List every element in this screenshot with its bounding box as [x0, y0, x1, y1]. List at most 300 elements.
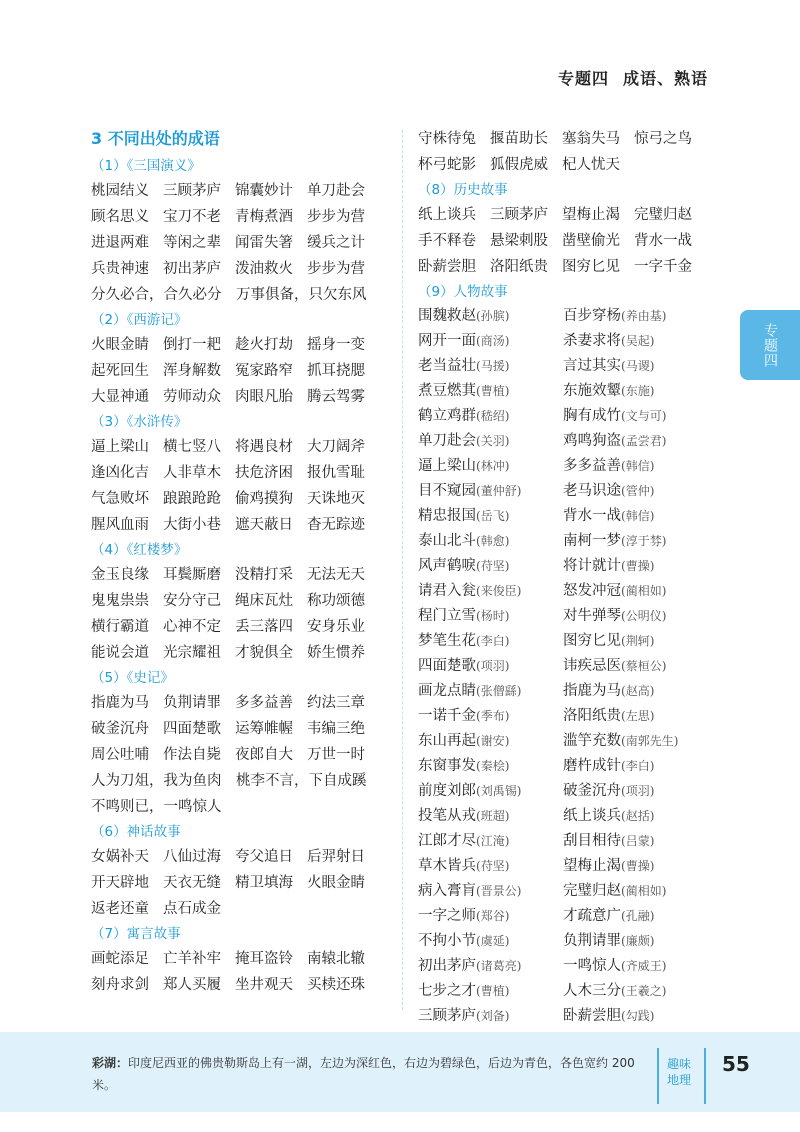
idiom: 约法三章	[307, 695, 365, 711]
idiom: 大刀阔斧	[307, 439, 365, 455]
person-idiom-row	[418, 954, 718, 979]
person-idiom	[418, 354, 563, 379]
person-name: (来俊臣)	[476, 584, 522, 598]
person-idiom	[418, 629, 563, 654]
person-name: (曹操)	[621, 559, 655, 573]
person-idiom-row	[418, 979, 718, 1004]
idiom: 锦囊妙计	[235, 183, 293, 199]
person-name: (韩愈)	[476, 534, 510, 548]
person-name: (谢安)	[476, 734, 510, 748]
idiom: 围魏救赵	[418, 308, 476, 324]
idiom: 绳床瓦灶	[235, 593, 293, 609]
idiom: 返老还童	[91, 901, 149, 917]
person-idiom	[563, 679, 708, 704]
person-name-text: 嵇绍	[480, 409, 505, 423]
person-idiom	[563, 1004, 708, 1029]
footer-tag: 趣味地理	[666, 1057, 691, 1087]
idiom: 单刀赴会	[307, 183, 365, 199]
idiom: 初出茅庐	[163, 261, 221, 277]
person-name-text: 赵高	[625, 684, 650, 698]
person-name: (孔融)	[621, 909, 655, 923]
idiom: 多多益善	[563, 458, 621, 474]
topic-label: 成语、熟语	[622, 69, 708, 88]
person-idiom	[563, 904, 708, 929]
person-name: (江淹)	[476, 834, 510, 848]
idiom: 完璧归赵	[563, 883, 621, 899]
group-title: （2）《西游记》	[91, 312, 188, 328]
idiom: 火眼金睛	[91, 337, 149, 353]
idiom: 卧薪尝胆	[418, 259, 476, 275]
idiom: 买椟还珠	[307, 977, 365, 993]
idiom: 心神不定	[163, 619, 221, 635]
idiom-row	[91, 640, 391, 666]
idiom: 丢三落四	[235, 619, 293, 635]
idiom: 趁火打劫	[235, 337, 293, 353]
person-name: (王羲之)	[621, 984, 667, 998]
idiom: 宝刀不老	[163, 209, 221, 225]
idiom: 破釜沉舟	[563, 783, 621, 799]
person-idiom	[418, 429, 563, 454]
person-name-text: 蔺相如	[625, 884, 662, 898]
idiom: 一字千金	[634, 259, 692, 275]
idiom-row	[91, 230, 391, 256]
idiom: 三顾茅庐	[418, 1008, 476, 1024]
person-name: (公明仪)	[621, 609, 667, 623]
person-idiom-row	[418, 1004, 718, 1029]
idiom: 报仇雪耻	[307, 465, 365, 481]
idiom: 守株待兔	[418, 131, 476, 147]
idiom: 四面楚歌	[163, 721, 221, 737]
idiom: 天诛地灭	[307, 491, 365, 507]
person-name-text: 齐威王	[625, 959, 662, 973]
person-idiom-row	[418, 354, 718, 379]
person-idiom	[563, 729, 708, 754]
idiom: 完璧归赵	[634, 207, 692, 223]
person-idiom-row	[418, 679, 718, 704]
person-name-text: 江淹	[480, 834, 505, 848]
person-idiom	[418, 379, 563, 404]
idiom: 才貌俱全	[235, 645, 293, 661]
idiom: 七步之才	[418, 983, 476, 999]
idiom: 韦编三绝	[307, 721, 365, 737]
person-name: (文与可)	[621, 409, 667, 423]
idiom: 天衣无缝	[163, 875, 221, 891]
person-name-text: 项羽	[480, 659, 505, 673]
idiom: 能说会道	[91, 645, 149, 661]
person-idiom-row	[418, 704, 718, 729]
idiom: 人非草木	[163, 465, 221, 481]
person-name-text: 赵括	[625, 809, 650, 823]
person-idiom	[563, 754, 708, 779]
idiom: 东山再起	[418, 733, 476, 749]
idiom-row	[91, 512, 391, 538]
idiom: 胸有成竹	[563, 408, 621, 424]
person-idiom-row	[418, 429, 718, 454]
person-idiom-row	[418, 804, 718, 829]
idiom-row	[91, 690, 391, 716]
idiom: 老马识途	[563, 483, 621, 499]
idiom: 梦笔生花	[418, 633, 476, 649]
person-name-text: 关羽	[480, 434, 505, 448]
person-name: (养由基)	[621, 309, 667, 323]
person-name-text: 苻坚	[480, 559, 505, 573]
person-idiom-row	[418, 529, 718, 554]
idiom-row	[418, 202, 718, 228]
person-name: (淳于棼)	[621, 534, 667, 548]
idiom: 讳疾忌医	[563, 658, 621, 674]
section-title: 3 不同出处的成语	[91, 129, 220, 148]
idiom: 腾云驾雾	[307, 389, 365, 405]
idiom: 耳鬓厮磨	[163, 567, 221, 583]
idiom: 东施效颦	[563, 383, 621, 399]
person-idiom-row	[418, 479, 718, 504]
person-name: (班超)	[476, 809, 510, 823]
idiom: 指鹿为马	[91, 695, 149, 711]
person-name: (吴起)	[621, 334, 655, 348]
person-name-text: 晋景公	[480, 884, 517, 898]
person-name: (曹植)	[476, 384, 510, 398]
idiom: 八仙过海	[163, 849, 221, 865]
idiom: 周公吐哺	[91, 747, 149, 763]
idiom: 掩耳盗铃	[235, 951, 293, 967]
idiom: 横七竖八	[163, 439, 221, 455]
person-name-text: 秦桧	[480, 759, 505, 773]
idiom: 火眼金睛	[307, 875, 365, 891]
person-name-text: 管仲	[625, 484, 650, 498]
person-name-text: 李白	[480, 634, 505, 648]
group-title: （8）历史故事	[418, 182, 508, 198]
idiom-row	[91, 256, 391, 282]
idiom-row	[91, 896, 391, 922]
idiom: 兵贵神速	[91, 261, 149, 277]
idiom: 娇生惯养	[307, 645, 365, 661]
idiom: 望梅止渴	[562, 207, 620, 223]
person-name: (李白)	[621, 759, 655, 773]
person-name-text: 杨时	[480, 609, 505, 623]
group-title: （7）寓言故事	[91, 926, 181, 942]
person-name: (蔺相如)	[621, 584, 667, 598]
idiom: 前度刘郎	[418, 783, 476, 799]
idiom: 悬梁刺股	[490, 233, 548, 249]
person-name-text: 蔺相如	[625, 584, 662, 598]
idiom: 偷鸡摸狗	[235, 491, 293, 507]
person-idiom	[418, 854, 563, 879]
person-name: (苻坚)	[476, 559, 510, 573]
person-idiom	[563, 604, 708, 629]
idiom: 冤家路窄	[235, 363, 293, 379]
idiom: 洛阳纸贵	[563, 708, 621, 724]
person-name: (东施)	[621, 384, 655, 398]
idiom: 光宗耀祖	[163, 645, 221, 661]
idiom: 凿壁偷光	[562, 233, 620, 249]
idiom: 将计就计	[563, 558, 621, 574]
idiom: 多多益善	[235, 695, 293, 711]
person-name-text: 左思	[625, 709, 650, 723]
person-name: (岳飞)	[476, 509, 510, 523]
person-name: (郑谷)	[476, 909, 510, 923]
left-column	[91, 124, 391, 998]
person-name: (韩信)	[621, 459, 655, 473]
group-title: （6）神话故事	[91, 824, 181, 840]
idiom: 滥竽充数	[563, 733, 621, 749]
idiom: 大显神通	[91, 389, 149, 405]
person-idiom	[418, 529, 563, 554]
idiom-row	[418, 228, 718, 254]
idiom: 目不窥园	[418, 483, 476, 499]
idiom: 一诺千金	[418, 708, 476, 724]
idiom-row	[91, 614, 391, 640]
person-name-text: 王羲之	[625, 984, 662, 998]
person-name-text: 刘禹锡	[480, 784, 517, 798]
idiom: 卧薪尝胆	[563, 1008, 621, 1024]
idiom: 顾名思义	[91, 209, 149, 225]
idiom: 抓耳挠腮	[307, 363, 365, 379]
person-idiom	[418, 604, 563, 629]
person-name-text: 公明仪	[625, 609, 662, 623]
footer-bar	[0, 1032, 800, 1112]
idiom: 南柯一梦	[563, 533, 621, 549]
person-idiom-row	[418, 754, 718, 779]
person-name: (马援)	[476, 359, 510, 373]
idiom: 图穷匕见	[562, 259, 620, 275]
idiom: 劳师动众	[163, 389, 221, 405]
person-name: (孙膑)	[476, 309, 510, 323]
idiom: 扶危济困	[235, 465, 293, 481]
person-idiom-row	[418, 304, 718, 329]
idiom-row	[418, 126, 718, 152]
page-header	[558, 66, 708, 89]
person-name: (项羽)	[476, 659, 510, 673]
person-idiom	[418, 829, 563, 854]
idiom: 等闲之辈	[163, 235, 221, 251]
person-idiom-row	[418, 379, 718, 404]
idiom-row	[91, 742, 391, 768]
idiom: 不拘小节	[418, 933, 476, 949]
idiom: 缓兵之计	[307, 235, 365, 251]
idiom: 后羿射日	[307, 849, 365, 865]
idiom: 遮天蔽日	[235, 517, 293, 533]
idiom: 逼上梁山	[91, 439, 149, 455]
idiom-line: 人为刀俎，我为鱼肉 桃李不言，下自成蹊	[91, 773, 367, 789]
person-idiom	[563, 579, 708, 604]
person-name-text: 岳飞	[480, 509, 505, 523]
person-idiom	[418, 904, 563, 929]
chapter-side-tab: 专题四	[740, 310, 800, 380]
person-name: (南郭先生)	[621, 734, 679, 748]
idiom-row	[91, 562, 391, 588]
idiom: 投笔从戎	[418, 808, 476, 824]
idiom: 称功颂德	[307, 593, 365, 609]
footer-divider-left	[657, 1048, 659, 1104]
person-name: (赵高)	[621, 684, 655, 698]
idiom: 万世一时	[307, 747, 365, 763]
idiom: 对牛弹琴	[563, 608, 621, 624]
idiom: 单刀赴会	[418, 433, 476, 449]
person-name-text: 荆轲	[625, 634, 650, 648]
group-title: （5）《史记》	[91, 670, 174, 686]
person-name-text: 养由基	[625, 309, 662, 323]
idiom-row	[418, 152, 718, 178]
person-name: (虞延)	[476, 934, 510, 948]
idiom: 一字之师	[418, 908, 476, 924]
idiom-row	[91, 332, 391, 358]
idiom: 步步为营	[307, 261, 365, 277]
idiom: 杞人忧天	[562, 157, 620, 173]
person-name-text: 林冲	[480, 459, 505, 473]
idiom: 南辕北辙	[307, 951, 365, 967]
right-column	[418, 124, 718, 1029]
person-idiom	[563, 879, 708, 904]
person-name: (项羽)	[621, 784, 655, 798]
person-idiom-row	[418, 929, 718, 954]
idiom: 指鹿为马	[563, 683, 621, 699]
idiom: 逢凶化吉	[91, 465, 149, 481]
idiom: 夜郎自大	[235, 747, 293, 763]
idiom: 鬼鬼祟祟	[91, 593, 149, 609]
idiom: 大街小巷	[163, 517, 221, 533]
idiom-line: 分久必合，合久必分 万事俱备，只欠东风	[91, 287, 367, 303]
person-name: (刘禹锡)	[476, 784, 522, 798]
idiom: 纸上谈兵	[418, 207, 476, 223]
group-title: （1）《三国演义》	[91, 158, 201, 174]
person-name: (曹操)	[621, 859, 655, 873]
idiom: 刻舟求剑	[91, 977, 149, 993]
idiom: 刮目相待	[563, 833, 621, 849]
idiom: 老当益壮	[418, 358, 476, 374]
idiom: 无法无天	[307, 567, 365, 583]
idiom: 煮豆燃萁	[418, 383, 476, 399]
idiom: 肉眼凡胎	[235, 389, 293, 405]
group-title: （4）《红楼梦》	[91, 542, 188, 558]
person-idiom	[418, 479, 563, 504]
person-name-text: 吕蒙	[625, 834, 650, 848]
footer-divider-right	[704, 1048, 706, 1104]
person-idiom	[563, 404, 708, 429]
person-name-text: 董仲舒	[480, 484, 517, 498]
idiom: 破釜沉舟	[91, 721, 149, 737]
idiom-row	[91, 972, 391, 998]
person-idiom	[418, 329, 563, 354]
idiom-row	[91, 588, 391, 614]
idiom-row	[91, 460, 391, 486]
person-name: (荆轲)	[621, 634, 655, 648]
idiom: 画蛇添足	[91, 951, 149, 967]
idiom: 摇身一变	[307, 337, 365, 353]
idiom: 病入膏肓	[418, 883, 476, 899]
person-idiom	[563, 654, 708, 679]
person-name-text: 蔡桓公	[625, 659, 662, 673]
person-name-text: 曹植	[480, 984, 505, 998]
idiom: 精卫填海	[235, 875, 293, 891]
person-idiom	[418, 679, 563, 704]
person-idiom	[563, 929, 708, 954]
idiom: 草木皆兵	[418, 858, 476, 874]
idiom: 开天辟地	[91, 875, 149, 891]
person-idiom-row	[418, 729, 718, 754]
person-name-text: 韩愈	[480, 534, 505, 548]
idiom: 江郎才尽	[418, 833, 476, 849]
page-number: 55	[722, 1052, 750, 1076]
footer-note	[92, 1052, 644, 1096]
idiom-row	[91, 844, 391, 870]
idiom: 泰山北斗	[418, 533, 476, 549]
person-name: (董仲舒)	[476, 484, 522, 498]
person-idiom-row	[418, 829, 718, 854]
idiom-row	[91, 204, 391, 230]
idiom: 腥风血雨	[91, 517, 149, 533]
column-divider	[402, 130, 403, 1010]
idiom: 洛阳纸贵	[490, 259, 548, 275]
person-name-text: 商汤	[480, 334, 505, 348]
person-name: (马谡)	[621, 359, 655, 373]
person-name-text: 曹操	[625, 559, 650, 573]
person-name-text: 文与可	[625, 409, 662, 423]
person-name: (齐威王)	[621, 959, 667, 973]
person-idiom	[418, 754, 563, 779]
idiom: 四面楚歌	[418, 658, 476, 674]
idiom: 狐假虎威	[490, 157, 548, 173]
person-name-text: 季布	[480, 709, 505, 723]
idiom: 望梅止渴	[563, 858, 621, 874]
person-name-text: 马谡	[625, 359, 650, 373]
idiom-row	[418, 254, 718, 280]
person-idiom	[563, 804, 708, 829]
person-idiom-row	[418, 854, 718, 879]
idiom: 浑身解数	[163, 363, 221, 379]
person-name: (季布)	[476, 709, 510, 723]
person-name-text: 刘备	[480, 1009, 505, 1023]
person-idiom-row	[418, 329, 718, 354]
idiom: 才疏意广	[563, 908, 621, 924]
idiom-row	[91, 870, 391, 896]
person-idiom	[563, 454, 708, 479]
idiom: 气急败坏	[91, 491, 149, 507]
idiom: 杳无踪迹	[307, 517, 365, 533]
person-name: (勾践)	[621, 1009, 655, 1023]
person-idiom	[563, 979, 708, 1004]
idiom: 没精打采	[235, 567, 293, 583]
person-name: (嵇绍)	[476, 409, 510, 423]
person-idiom-row	[418, 579, 718, 604]
person-name: (张僧繇)	[476, 684, 522, 698]
person-name-text: 项羽	[625, 784, 650, 798]
person-name-text: 班超	[480, 809, 505, 823]
idiom: 磨杵成针	[563, 758, 621, 774]
person-name-text: 曹植	[480, 384, 505, 398]
idiom-row	[91, 434, 391, 460]
idiom: 百步穿杨	[563, 308, 621, 324]
person-name-text: 诸葛亮	[480, 959, 517, 973]
chapter-label: 专题四	[557, 69, 609, 88]
person-name-text: 孙膑	[480, 309, 505, 323]
idiom: 杀妻求将	[563, 333, 621, 349]
idiom: 将遇良材	[235, 439, 293, 455]
idiom: 步步为营	[307, 209, 365, 225]
idiom: 鹤立鸡群	[418, 408, 476, 424]
idiom: 郑人买履	[163, 977, 221, 993]
idiom: 横行霸道	[91, 619, 149, 635]
person-idiom	[563, 629, 708, 654]
idiom: 惊弓之鸟	[634, 131, 692, 147]
person-idiom	[563, 429, 708, 454]
idiom: 手不释卷	[418, 233, 476, 249]
person-idiom	[563, 354, 708, 379]
person-name: (关羽)	[476, 434, 510, 448]
idiom: 三顾茅庐	[490, 207, 548, 223]
person-name-text: 淳于棼	[625, 534, 662, 548]
group-title: （3）《水浒传》	[91, 414, 188, 430]
idiom: 桃园结义	[91, 183, 149, 199]
